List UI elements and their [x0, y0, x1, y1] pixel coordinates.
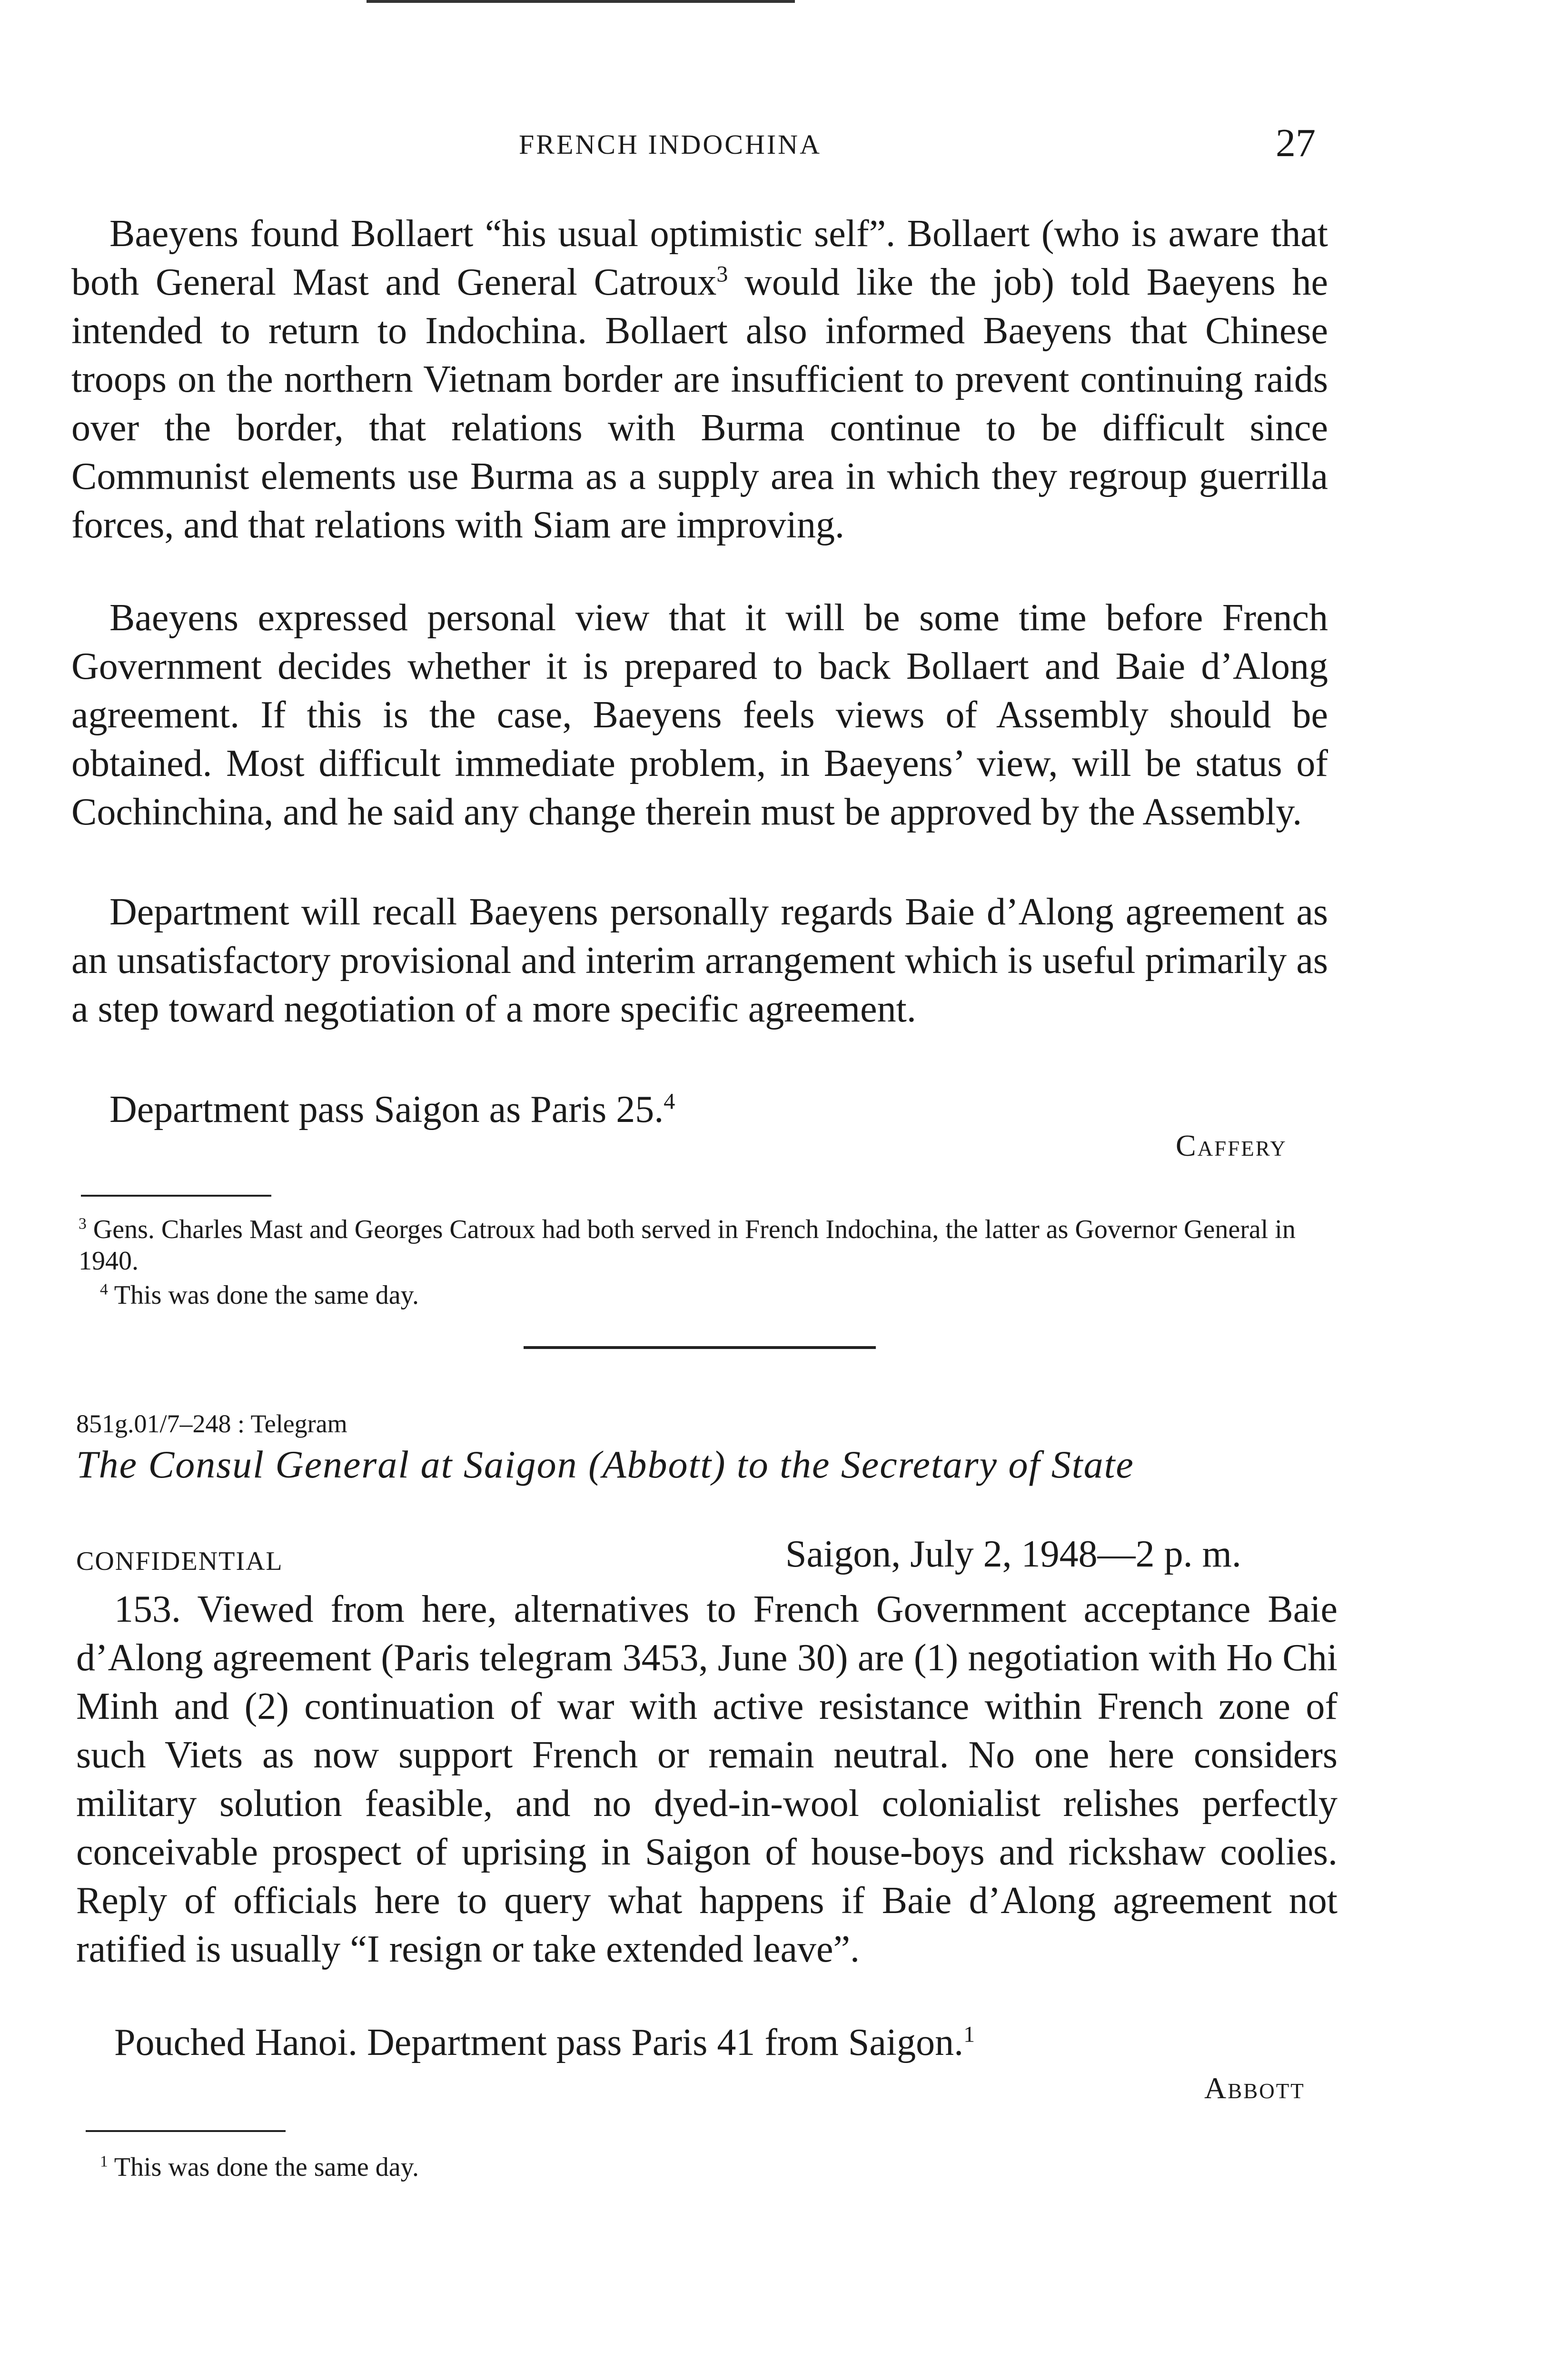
footnote-text: This was done the same day.	[114, 2152, 419, 2182]
paragraph-text: Pouched Hanoi. Department pass Paris 41 from Saigon.	[114, 2022, 964, 2063]
paragraph	[76, 1585, 1338, 1973]
footnote-mark: 1	[100, 2152, 108, 2171]
footnote	[100, 2152, 1242, 2183]
footnote-ref: 1	[963, 2022, 975, 2047]
footnote-ref: 4	[664, 1089, 675, 1114]
paragraph-text: Baeyens expressed personal view that it will be some time before French Government decides whether it is prepared to back Bollaert and Baie d’Along agreement. If this is the case, Baeyens feels views of Assembly should be obtained. Most difficult immediate problem, in Baeyens’ view, will be status of Cochinchina, and he said any change therein must be approved by the Assembly.	[71, 597, 1328, 833]
paragraph-text: Department will recall Baeyens personally regards Baie d’Along agreement as an unsatisfactory provisional and interim arrangement which is useful primarily as a step toward negotiation of a more specific agreement.	[71, 891, 1328, 1030]
footnote-rule	[86, 2130, 286, 2132]
page-number: 27	[1276, 121, 1316, 165]
paragraph	[71, 209, 1328, 549]
paragraph	[71, 888, 1328, 1033]
signature: Caffery	[1176, 1129, 1287, 1162]
running-head: FRENCH INDOCHINA	[519, 129, 822, 160]
paragraph	[71, 594, 1328, 836]
footnote	[79, 1214, 1335, 1277]
paragraph-text: 153. Viewed from here, alternatives to French Government acceptance Baie d’Along agreement (Paris telegram 3453, June 30) are (1) negotiation with Ho Chi Minh and (2) continuation of war with active resistance within French zone of such Viets as now support French or remain neutral. No one here considers military solution feasible, and no dyed-in-wool colonialist relishes perfectly conceivable prospect of uprising in Saigon of house-boys and rickshaw coolies. Reply of officials here to query what happens if Baie d’Along agreement not ratified is usually “I resign or take extended leave”.	[76, 1588, 1338, 1970]
signature: Abbott	[1204, 2071, 1305, 2105]
dateline: Saigon, July 2, 1948—2 p. m.	[785, 1533, 1241, 1575]
footnote-ref: 3	[716, 261, 728, 287]
footnote	[100, 1279, 1242, 1311]
paragraph	[114, 2018, 1333, 2067]
document-heading: The Consul General at Saigon (Abbott) to the Secretary of State	[76, 1443, 1134, 1486]
classification-label: CONFIDENTIAL	[76, 1547, 283, 1576]
top-rule	[367, 0, 795, 3]
paragraph-text: would like the job) told Baeyens he intended to return to Indochina. Bollaert also informed Baeyens that Chinese troops on the northern Vietnam border are insufficient to prevent continuing raids over the border, that relations with Burma continue to be difficult since Communist elements use Burma as a supply area in which they regroup guerrilla forces, and that relations with Siam are improving.	[71, 261, 1328, 546]
footnote-rule	[81, 1195, 271, 1197]
document-reference: 851g.01/7–248 : Telegram	[76, 1409, 347, 1438]
footnote-mark: 4	[100, 1280, 108, 1299]
footnote-text: Gens. Charles Mast and Georges Catroux had both served in French Indochina, the latter as Governor General in 1940.	[79, 1215, 1296, 1276]
footnote-text: This was done the same day.	[114, 1280, 419, 1310]
paragraph-text: Baeyens found Bollaert “his usual optimistic self”. Bollaert (who is aware that both General Mast and General Catroux	[71, 213, 1328, 303]
paragraph-text: Department pass Saigon as Paris 25.	[109, 1089, 664, 1130]
paragraph	[109, 1085, 1328, 1134]
footnote-mark: 3	[79, 1215, 87, 1233]
section-divider	[524, 1346, 876, 1349]
